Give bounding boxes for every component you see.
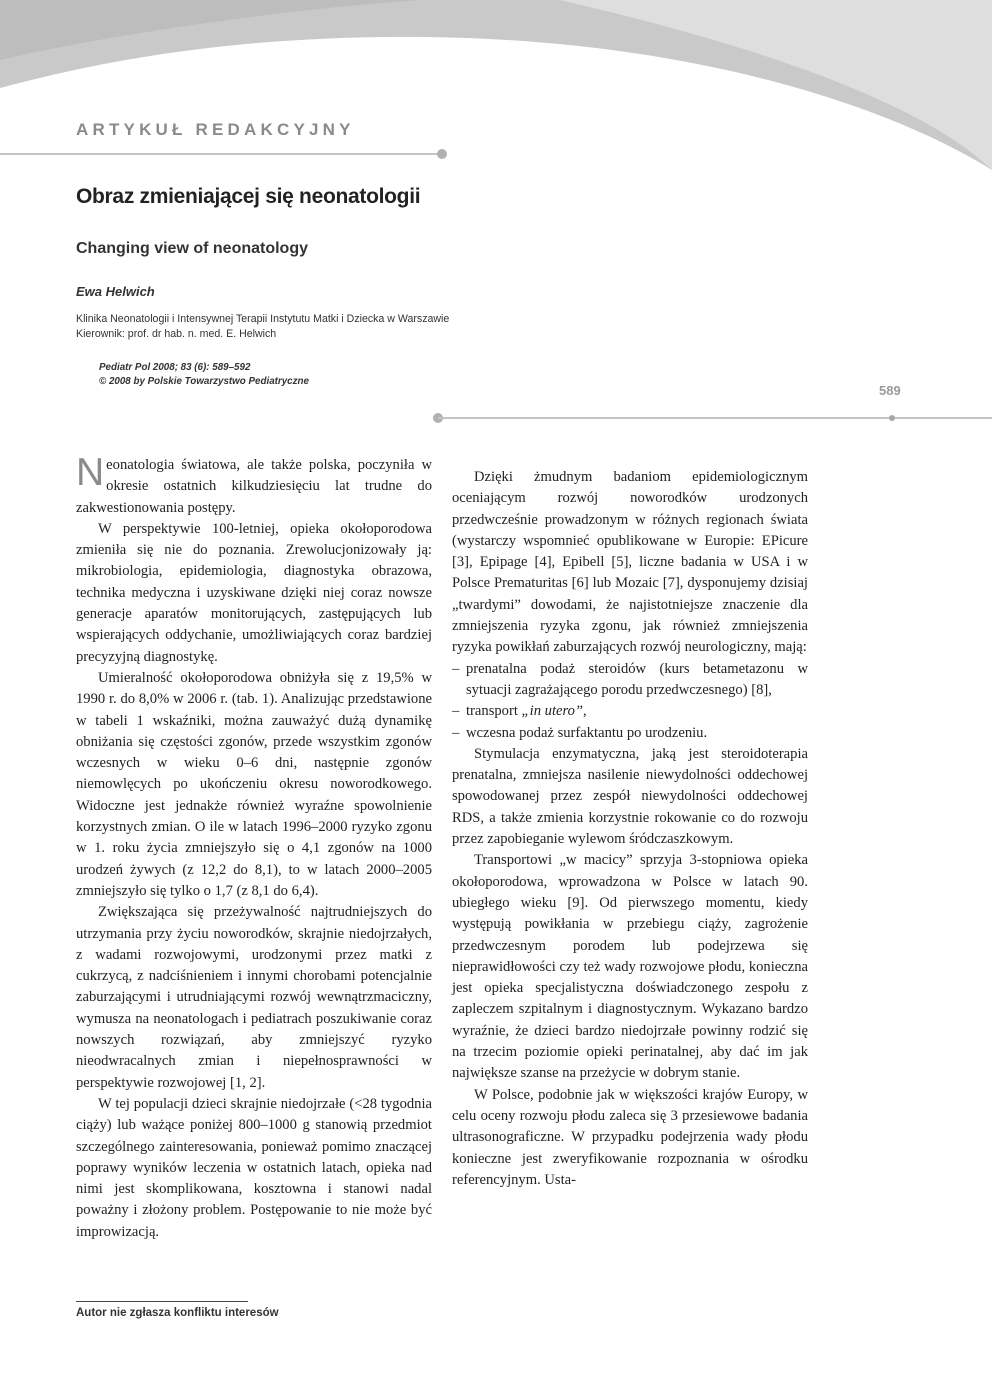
paragraph-text: eonatologia światowa, ale także polska, poczyniła w okresie ostatnich kilkudziesięciu lat trudne do zakwestionowania postępy.	[76, 457, 432, 516]
paragraph: Zwiększająca się przeżywalność najtrudniejszych do utrzymania przy życiu noworodków, skrajnie niedojrzałych, z wadami rozwojowymi, urodzonymi przez matki z cukrzycą, z nadciśnieniem i innymi chorobami potencjalnie zaburzającymi i utrudniającymi rozwój wewnątrzmaciczny, wymusza na neonatologach i pediatrach poszukiwanie coraz nowszych rozwiązań, aby zmniejszyć ryzyko nieodwracalnych zmian i niepełnosprawności w perspektywie rozwojowej [1, 2].	[76, 904, 432, 1091]
paragraph: Stymulacja enzymatyczna, jaką jest steroidoterapia prenatalna, zmniejsza nasilenie niewydolności oddechowej spowodowanej przez zespół niewydolności oddechowej RDS, a także zmienia korzystnie rokowanie co do rozwoju przez zapobieganie wylewom śródczaszkowym.	[452, 745, 808, 848]
paragraph: W perspektywie 100-letniej, opieka okołoporodowa zmieniła się nie do poznania. Zrewolucjonizowały ją: mikrobiologia, epidemiologia, diagnostyka obrazowa, technika medyczna i uzyskiwane dzięki niej coraz nowsze generacje aparatów monitorujących, zastępujących lub wspierających oddychanie, umożliwiających coraz bardziej precyzyjną diagnostykę.	[76, 520, 432, 665]
section-label: ARTYKUŁ REDAKCYJNY	[76, 120, 355, 139]
body-rule-end-dot	[889, 415, 895, 421]
right-column	[452, 467, 808, 1191]
list-item	[452, 723, 808, 744]
list-item-text: prenatalna podaż steroidów (kurs betametazonu w sytuacji zagrażającego porodu przedwczesnego) [8],	[466, 660, 808, 698]
paragraph: Umieralność okołoporodowa obniżyła się z 19,5% w 1990 r. do 8,0% w 2006 r. (tab. 1). Analizując przedstawione w tabeli 1 wskaźniki, można zauważyć dużą dynamikę obniżania się częstości zgonów, przede wszystkim zgonów wczesnych w wieku 0–6 dni, następnie zgonów niemowlęcych po ukończeniu okresu noworodkowego. Widoczne jest jednakże również wyraźne spowolnienie korzystnych zmian. O ile w latach 1996–2000 ryzyko zgonu w 1. roku życia zmniejszyło się o 4,1 zgonów na 1000 urodzeń żywych (z 12,2 do 8,1), to w latach 2000–2005 zmniejszyło się tylko o 1,7 (z 8,1 do 6,4).	[76, 669, 432, 899]
citation-copyright: © 2008 by Polskie Towarzystwo Pediatryczne	[99, 376, 309, 387]
list-item-italic: „in utero”	[521, 703, 584, 720]
header-rule	[0, 153, 442, 155]
list-dash: –	[452, 660, 460, 677]
list-item-suffix: ,	[583, 703, 587, 720]
list-item	[452, 659, 808, 702]
header-wave-decoration	[0, 0, 992, 190]
citation-journal: Pediatr Pol 2008; 83 (6): 589–592	[99, 362, 251, 373]
affiliation-head: Kierownik: prof. dr hab. n. med. E. Helwich	[76, 328, 277, 340]
paragraph: Dzięki żmudnym badaniom epidemiologicznym oceniającym rozwój noworodków urodzonych przedwcześnie prowadzonym w różnych regionach świata (wystarczy wspomnieć opublikowane w Europie: EPicure [3], Epipage [4], Epibell [5], liczne badania w USA i w Polsce Prematuritas [6] lub Mozaic [7], dysponujemy dzisiaj „twardymi” dowodami, że najistotniejsze znaczenie dla zmniejszenia ryzyka zgonu, jak również zmniejszenia ryzyka powikłań zaburzających rozwój neurologiczny, mają:	[452, 469, 808, 656]
citation	[99, 361, 309, 389]
footnote-rule	[76, 1301, 248, 1302]
list-dash: –	[452, 703, 460, 720]
body-rule	[438, 417, 992, 419]
list-item	[452, 701, 808, 722]
list-dash: –	[452, 724, 460, 741]
list-item-text: transport	[466, 703, 522, 720]
list-item-text: wczesna podaż surfaktantu po urodzeniu.	[466, 724, 708, 741]
footnote: Autor nie zgłasza konfliktu interesów	[76, 1307, 279, 1319]
paragraph: W Polsce, podobnie jak w większości krajów Europy, w celu oceny rozwoju płodu zaleca się 3 przesiewowe badania ultrasonograficzne. W przypadku podejrzenia wady płodu konieczne jest zweryfikowanie rozpoznania w ośrodku referencyjnym. Usta-	[452, 1086, 808, 1188]
affiliation	[76, 312, 449, 342]
page-number: 589	[879, 383, 901, 398]
header-rule-end-dot	[437, 149, 447, 159]
paragraph: Transportowi „w macicy” sprzyja 3-stopniowa opieka okołoporodowa, wprowadzona w Polsce w latach 90. ubiegłego wieku [9]. Od pierwszego momentu, kiedy występują powikłania w przebiegu ciąży, zagrożenie przedwczesnym porodem lub podejrzewa się nieprawidłowości czy też wady rozwojowe płodu, konieczna jest opieka specjalistyczna doświadczonego zespołu z zapleczem szpitalnym i diagnostycznym. Wykazano bardzo wyraźnie, że dzieci bardzo niedojrzałe powinny rodzić się na trzecim poziomie opieki perinatalnej, aby dać im jak największe szanse na przeżycie w dobrym stanie.	[452, 852, 808, 1082]
article-title: Obraz zmieniającej się neonatologii	[76, 185, 421, 208]
paragraph: W tej populacji dzieci skrajnie niedojrzałe (<28 tygodnia ciąży) lub ważące poniżej 800–1000 g stanowią przedmiot szczególnego zainteresowania, ponieważ pomimo znaczącej poprawy wyników leczenia w ostatnich latach, opieka nad nimi jest skomplikowana, kosztowna i stanowi nadal poważny i złożony problem. Postępowanie to nie może być improwizacją.	[76, 1095, 432, 1240]
author-name: Ewa Helwich	[76, 284, 155, 299]
drop-cap: N	[76, 451, 105, 494]
paragraph	[76, 451, 432, 519]
article-subtitle: Changing view of neonatology	[76, 240, 308, 257]
left-column	[76, 451, 432, 1243]
affiliation-institution: Klinika Neonatologii i Intensywnej Terapii Instytutu Matki i Dziecka w Warszawie	[76, 313, 450, 325]
